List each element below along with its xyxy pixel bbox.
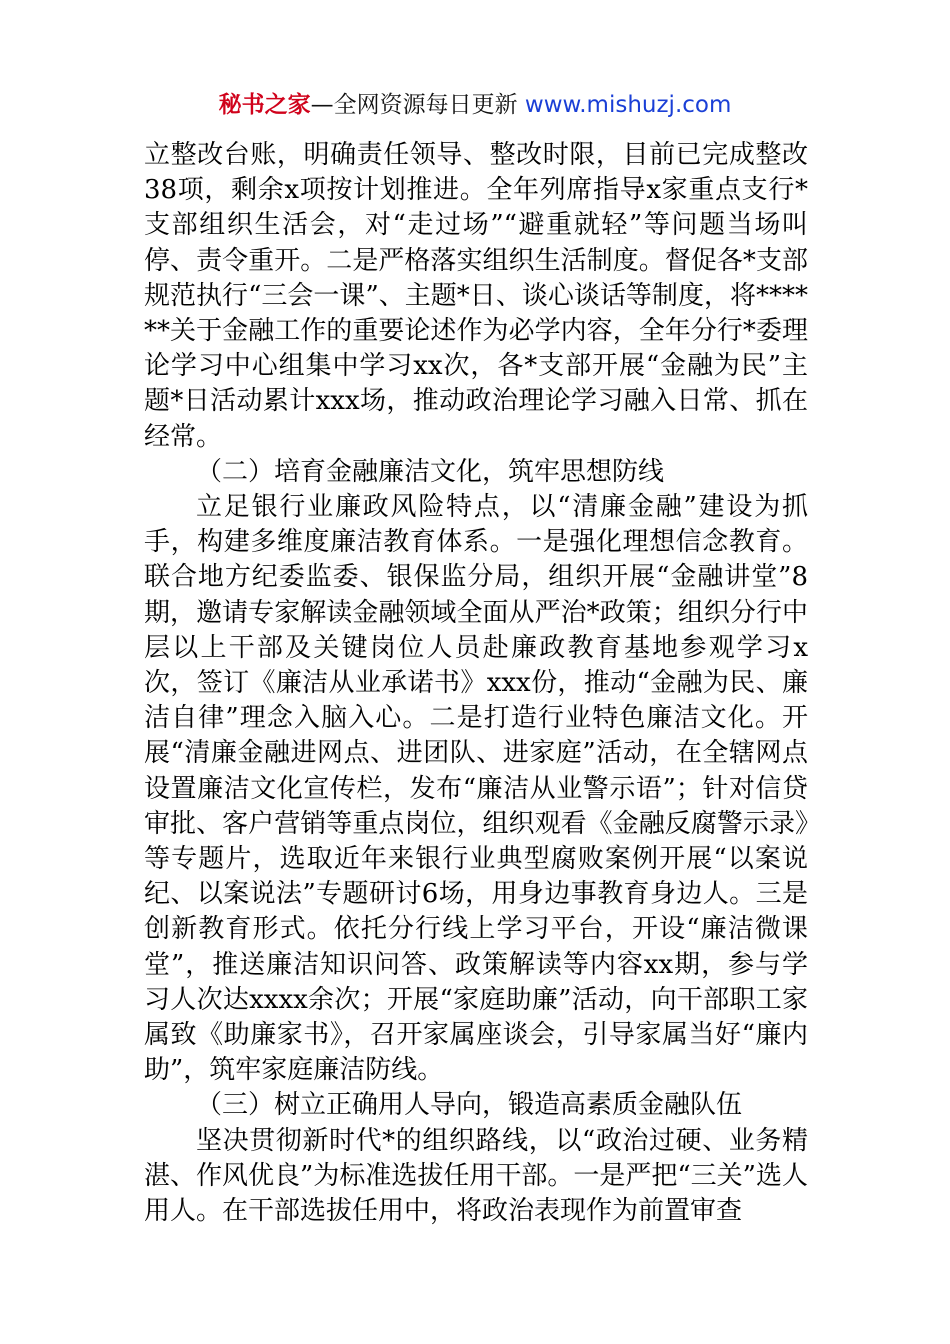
header-tagline: —全网资源每日更新 [310, 92, 518, 118]
section-heading-3: （三）树立正确用人导向，锻造高素质金融队伍 [196, 1090, 743, 1121]
site-url-link[interactable]: www.mishuzj.com [524, 92, 732, 118]
paragraph-section-3: 坚决贯彻新时代*的组织路线，以“政治过硬、业务精湛、作风优良”为标准选拔任用干部。一是严把“三关”选人用人。在干部选拔任用中，将政治表现作为前置审查 [144, 1125, 808, 1227]
brand-name: 秘书之家 [218, 92, 311, 118]
paragraph-continued: 立整改台账，明确责任领导、整改时限，目前已完成整改38项，剩余x项按计划推进。全年列席指导x家重点支行*支部组织生活会，对“走过场”“避重就轻”等问题当场叫停、责令重开。二是严格落实组织生活制度。督促各*支部规范执行“三会一课”、主题*日、谈心谈话等制度，将******关于金融工作的重要论述作为必学内容，全年分行*委理论学习中心组集中学习xx次，各*支部开展“金融为民”主题*日活动累计xxx场，推动政治理论学习融入日常、抓在经常。 [144, 140, 808, 452]
paragraph-section-2: 立足银行业廉政风险特点，以“清廉金融”建设为抓手，构建多维度廉洁教育体系。一是强化理想信念教育。联合地方纪委监委、银保监分局，组织开展“金融讲堂”8期，邀请专家解读金融领域全面从严治*政策；组织分行中层以上干部及关键岗位人员赴廉政教育基地参观学习x次，签订《廉洁从业承诺书》xxx份，推动“金融为民、廉洁自律”理念入脑入心。二是打造行业特色廉洁文化。开展“清廉金融进网点、进团队、进家庭”活动，在全辖网点设置廉洁文化宣传栏，发布“廉洁从业警示语”；针对信贷审批、客户营销等重点岗位，组织观看《金融反腐警示录》等专题片，选取近年来银行业典型腐败案例开展“以案说纪、以案说法”专题研讨6场，用身边事教育身边人。三是创新教育形式。依托分行线上学习平台，开设“廉洁微课堂”，推送廉洁知识问答、政策解读等内容xx期，参与学习人次达xxxx余次；开展“家庭助廉”活动，向干部职工家属致《助廉家书》，召开家属座谈会，引导家属当好“廉内助”，筑牢家庭廉洁防线。 [144, 492, 808, 1086]
site-header [0, 88, 950, 122]
document-body [144, 138, 808, 1229]
section-heading-2: （二）培育金融廉洁文化，筑牢思想防线 [196, 456, 665, 487]
